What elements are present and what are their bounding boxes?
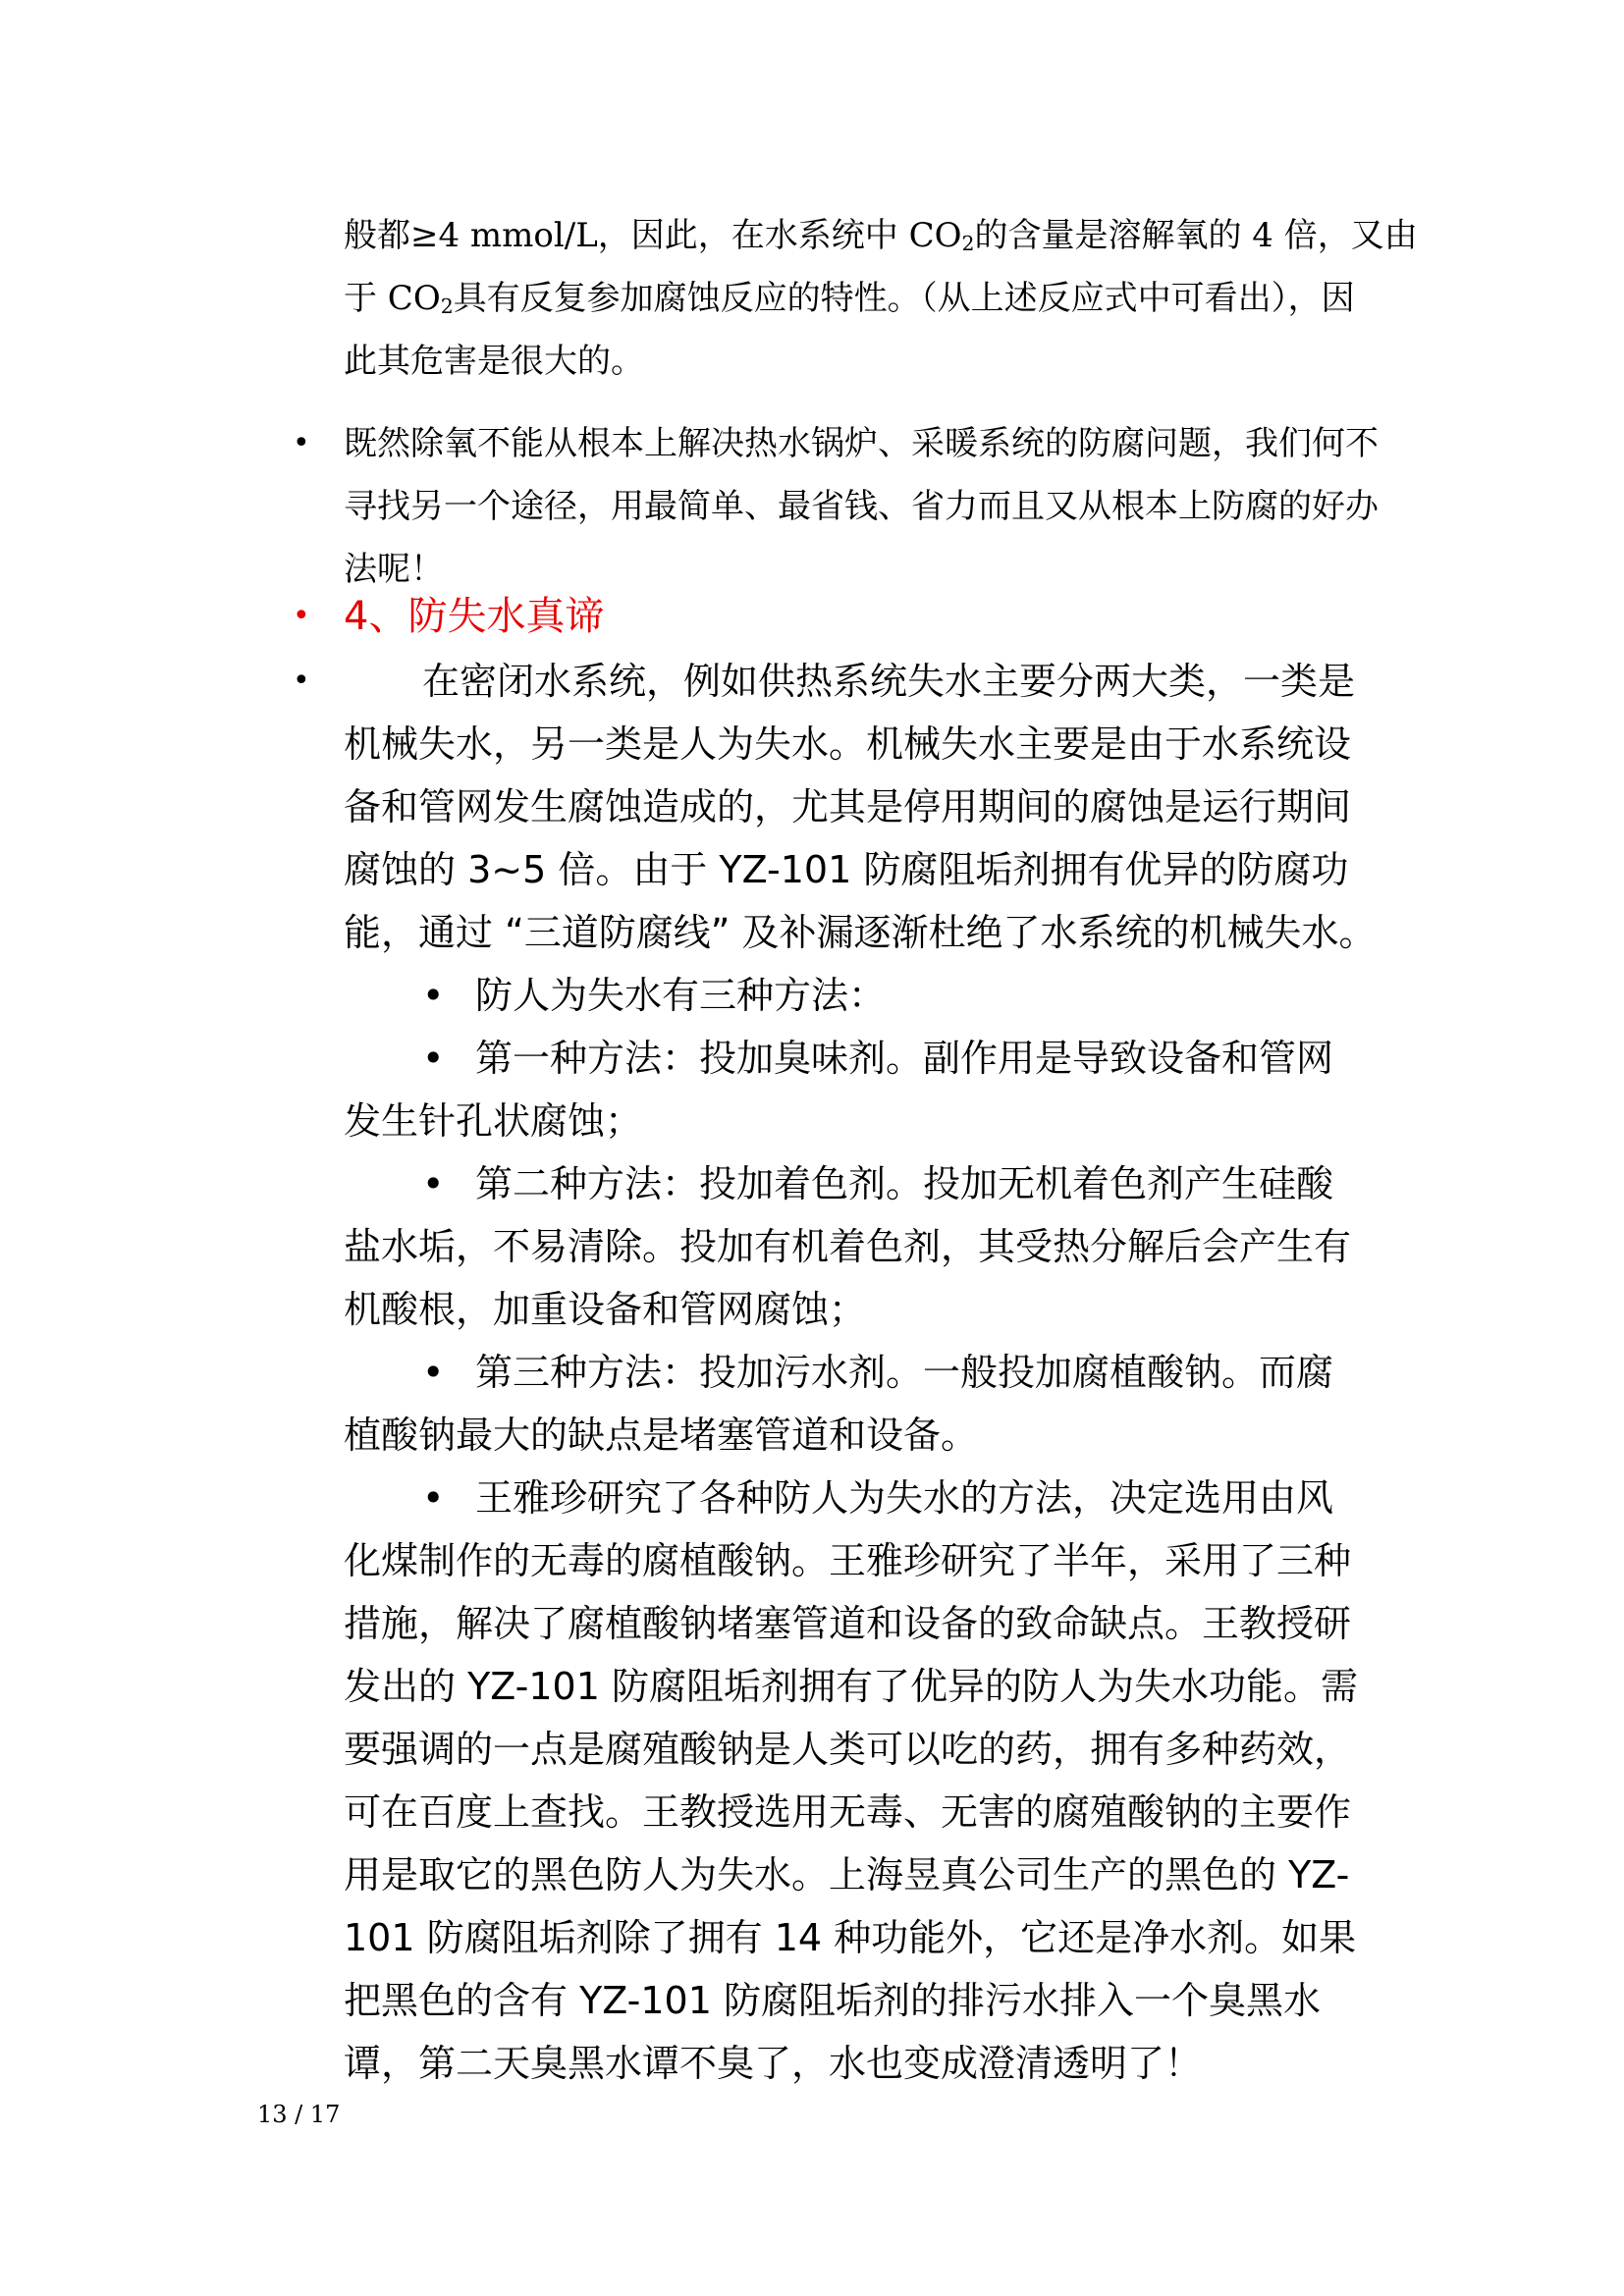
body-line-7: 第一种方法：投加臭味剂。副作用是导致设备和管网 [475, 1037, 1334, 1080]
sub-bullet-icon: • [422, 974, 445, 1017]
sub-bullet-icon: • [422, 1037, 445, 1080]
body-line-14: 王雅珍研究了各种防人为失水的方法，决定选用由风 [475, 1476, 1334, 1520]
para2-line1: 既然除氧不能从根本上解决热水锅炉、采暖系统的防腐问题，我们何不 [344, 424, 1379, 463]
body-line-10: 盐水垢，不易清除。投加有机着色剂，其受热分解后会产生有 [344, 1225, 1352, 1268]
body-line-22: 把黑色的含有 YZ-101 防腐阻垢剂的排污水排入一个臭黑水 [344, 1979, 1321, 2022]
para1-line2: 于 $CO_2$具有反复参加腐蚀反应的特性。（从上述反应式中可看出），因 [344, 279, 1355, 318]
para1-line3: 此其危害是很大的。 [344, 342, 644, 381]
body-line-6: 防人为失水有三种方法： [475, 974, 887, 1017]
section-heading: 4、防失水真谛 [344, 594, 605, 639]
body-line-8: 发生针孔状腐蚀； [344, 1099, 643, 1143]
body-bullet-icon: • [293, 664, 310, 698]
sub-bullet-icon: • [422, 1351, 445, 1394]
body-line-18: 要强调的一点是腐殖酸钠是人类可以吃的药，拥有多种药效， [344, 1728, 1352, 1771]
para2-line3: 法呢！ [344, 550, 444, 589]
body-line-15: 化煤制作的无毒的腐植酸钠。王雅珍研究了半年，采用了三种 [344, 1539, 1352, 1582]
body-line-20: 用是取它的黑色防人为失水。上海昱真公司生产的黑色的 YZ- [344, 1853, 1350, 1896]
body-line-9: 第二种方法：投加着色剂。投加无机着色剂产生硅酸 [475, 1162, 1334, 1205]
body-line-13: 植酸钠最大的缺点是堵塞管道和设备。 [344, 1414, 979, 1457]
heading-bullet-icon: • [293, 599, 310, 633]
sub-bullet-icon: • [422, 1476, 445, 1520]
page-number: 13 / 17 [257, 2101, 341, 2128]
body-line-5: 能，通过 “三道防腐线” 及补漏逐渐杜绝了水系统的机械失水。 [344, 911, 1377, 954]
bullet-icon: • [293, 426, 310, 460]
body-line-4: 腐蚀的 3~5 倍。由于 YZ-101 防腐阻垢剂拥有优异的防腐功 [344, 848, 1349, 891]
body-line-16: 措施，解决了腐植酸钠堵塞管道和设备的致命缺点。王教授研 [344, 1602, 1352, 1645]
body-line-3: 备和管网发生腐蚀造成的，尤其是停用期间的腐蚀是运行期间 [344, 785, 1352, 828]
body-line-2: 机械失水，另一类是人为失水。机械失水主要是由于水系统设 [344, 722, 1352, 766]
body-line-21: 101 防腐阻垢剂除了拥有 14 种功能外，它还是净水剂。如果 [344, 1916, 1357, 1959]
para1-line1: 般都≥4 mmol/L，因此，在水系统中 $CO_2$的含量是溶解氧的 4 倍，又由 [344, 216, 1418, 255]
body-line-23: 谭，第二天臭黑水谭不臭了，水也变成澄清透明了！ [344, 2042, 1203, 2085]
body-line-17: 发出的 YZ-101 防腐阻垢剂拥有了优异的防人为失水功能。需 [344, 1665, 1358, 1708]
body-line-11: 机酸根，加重设备和管网腐蚀； [344, 1288, 867, 1331]
body-line-1: 在密闭水系统，例如供热系统失水主要分两大类，一类是 [422, 660, 1356, 703]
para2-line2: 寻找另一个途径，用最简单、最省钱、省力而且又从根本上防腐的好办 [344, 487, 1379, 526]
sub-bullet-icon: • [422, 1162, 445, 1205]
body-line-19: 可在百度上查找。王教授选用无毒、无害的腐殖酸钠的主要作 [344, 1790, 1352, 1834]
body-line-12: 第三种方法：投加污水剂。一般投加腐植酸钠。而腐 [475, 1351, 1334, 1394]
